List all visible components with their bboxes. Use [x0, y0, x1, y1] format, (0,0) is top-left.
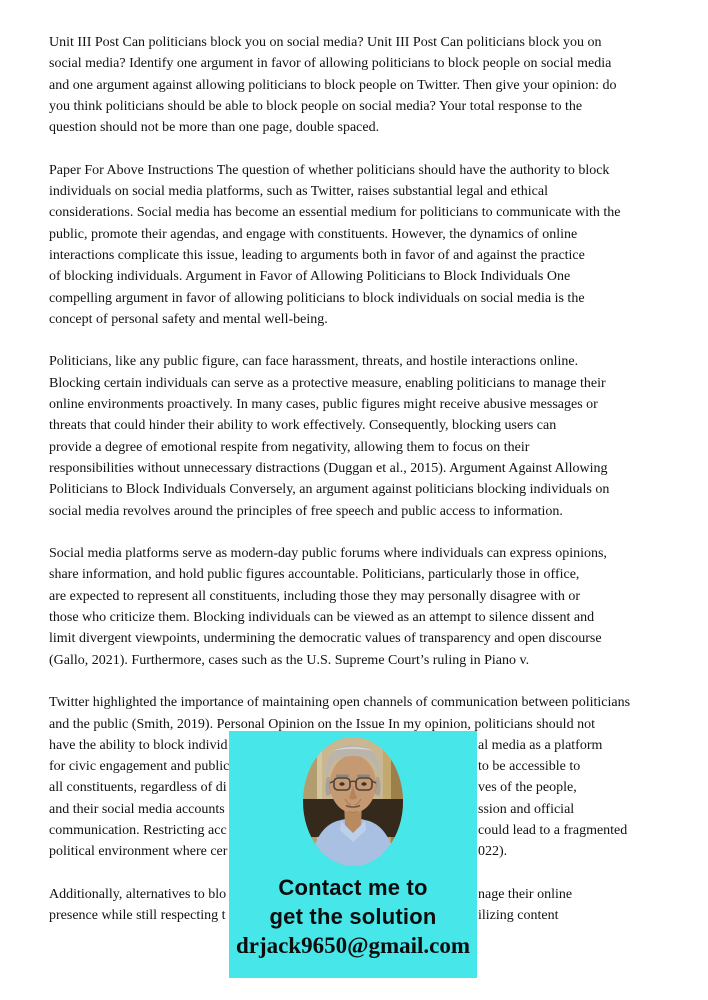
- portrait-photo: [303, 737, 403, 866]
- text-fragment-right: ilizing content: [478, 908, 559, 924]
- text-line: Paper For Above Instructions The question of whether politicians should have the authority to block: [49, 162, 610, 178]
- text-fragment-right: to be accessible to: [478, 759, 581, 775]
- text-line: of blocking individuals. Argument in Favor of Allowing Politicians to Block Individuals One: [49, 269, 571, 285]
- text-line: are expected to represent all constituents, including those they may personally disagree with or: [49, 588, 581, 604]
- text-fragment-right: al media as a platform: [478, 737, 603, 753]
- text-fragment-right: nage their online: [478, 886, 573, 902]
- text-line: Politicians to Block Individuals Conversely, an argument against politicians blocking individuals on: [49, 482, 610, 498]
- text-fragment-left: for civic engagement and public: [49, 759, 230, 775]
- text-line: public, promote their agendas, and engage with constituents. However, the dynamics of online: [49, 226, 578, 242]
- contact-text: [229, 873, 477, 931]
- contact-line-1: Contact me to: [278, 875, 428, 900]
- text-line: considerations. Social media has become an essential medium for politicians to communicate with the: [49, 205, 621, 221]
- contact-email: drjack9650@gmail.com: [235, 933, 471, 958]
- text-line: (Gallo, 2021). Furthermore, cases such as the U.S. Supreme Court’s ruling in Piano v.: [49, 652, 530, 668]
- text-line: interactions complicate this issue, leading to arguments both in favor of and against the practice: [49, 247, 585, 263]
- contact-overlay: [229, 731, 477, 978]
- text-fragment-left: and their social media accounts: [49, 801, 225, 817]
- text-line: and the public (Smith, 2019). Personal Opinion on the Issue In my opinion, politicians should not: [49, 716, 595, 732]
- text-fragment-left: have the ability to block individ: [49, 737, 228, 753]
- text-fragment-right: 022).: [478, 844, 508, 860]
- paragraph-prompt: [49, 32, 689, 138]
- text-fragment-right: ves of the people,: [478, 780, 577, 796]
- paragraph-intro: [49, 160, 689, 330]
- text-fragment-left: communication. Restricting acc: [49, 822, 227, 838]
- text-line: social media revolves around the principles of free speech and public access to information.: [49, 503, 563, 519]
- text-fragment-right: ssion and official: [478, 801, 575, 817]
- text-line: Twitter highlighted the importance of maintaining open channels of communication between politicians: [49, 695, 631, 711]
- text-fragment-left: political environment where cer: [49, 844, 228, 860]
- text-line: responsibilities without unnecessary distractions (Duggan et al., 2015). Argument Against Allowing: [49, 460, 608, 476]
- paragraph-argument-favor: [49, 351, 689, 521]
- text-fragment-left: Additionally, alternatives to blo: [49, 886, 227, 902]
- text-line: Unit III Post Can politicians block you on social media? Unit III Post Can politicians block you on: [49, 35, 602, 50]
- text-line: you think politicians should be able to block people on social media? Your total response to the: [49, 98, 583, 114]
- text-line: limit divergent viewpoints, undermining the democratic values of transparency and open discourse: [49, 631, 602, 647]
- text-line: share information, and hold public figures accountable. Politicians, particularly those in office,: [49, 567, 580, 583]
- contact-line-2: get the solution: [269, 904, 437, 929]
- text-line: those who criticize them. Blocking individuals can be viewed as an attempt to silence dissent and: [49, 610, 595, 626]
- text-line: provide a degree of emotional respite from negativity, allowing them to focus on their: [49, 439, 530, 455]
- text-line: social media? Identify one argument in favor of allowing politicians to block people on social media: [49, 56, 612, 72]
- text-line: online environments proactively. In many cases, public figures might receive abusive messages or: [49, 397, 598, 413]
- text-fragment-left: presence while still respecting t: [49, 908, 226, 924]
- text-line: Politicians, like any public figure, can face harassment, threats, and hostile interactions online.: [49, 354, 579, 370]
- text-line: question should not be more than one page, double spaced.: [49, 120, 380, 136]
- text-line: Social media platforms serve as modern-day public forums where individuals can express opinions,: [49, 546, 607, 562]
- text-line: Blocking certain individuals can serve as a protective measure, enabling politicians to manage their: [49, 375, 606, 391]
- paragraph-argument-against: [49, 543, 689, 671]
- text-fragment-left: all constituents, regardless of di: [49, 780, 227, 796]
- text-line: compelling argument in favor of allowing politicians to block individuals on social media is the: [49, 290, 585, 306]
- text-fragment-right: could lead to a fragmented: [478, 822, 628, 838]
- text-line: threats that could hinder their ability to work effectively. Consequently, blocking users can: [49, 418, 557, 434]
- text-line: and one argument against allowing politicians to block people on Twitter. Then give your opinion: do: [49, 77, 617, 93]
- text-line: individuals on social media platforms, such as Twitter, raises substantial legal and ethical: [49, 184, 548, 200]
- text-line: concept of personal safety and mental well-being.: [49, 311, 328, 327]
